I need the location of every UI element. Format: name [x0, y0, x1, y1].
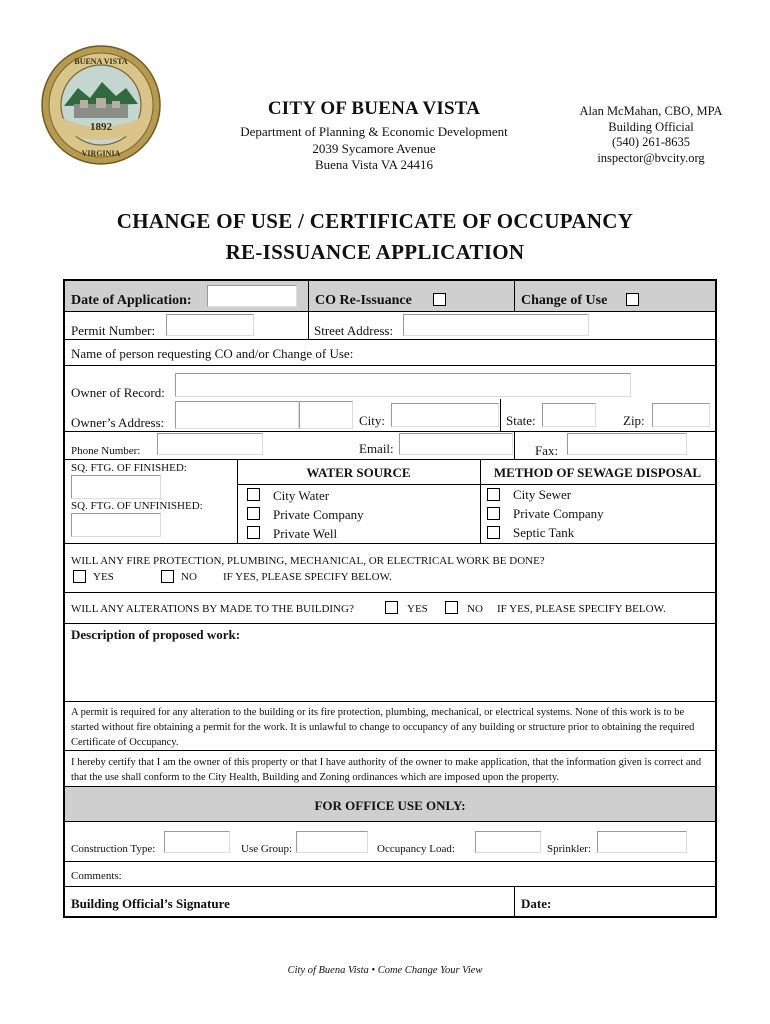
water-private-company-label: Private Company [273, 507, 364, 522]
construction-type-field[interactable] [164, 831, 230, 853]
date-of-application-field[interactable] [207, 285, 297, 307]
sewer-septic-label: Septic Tank [513, 525, 575, 540]
water-source-heading: WATER SOURCE [306, 465, 411, 480]
official-title: Building Official [608, 119, 694, 134]
description-field[interactable] [69, 645, 711, 697]
official-email: inspector@bvcity.org [597, 150, 705, 165]
owners-address-label: Owner’s Address: [71, 415, 165, 430]
signature-date-label: Date: [521, 896, 552, 911]
change-of-use-label: Change of Use [521, 293, 608, 308]
application-form [63, 279, 717, 918]
alterations-yes-checkbox[interactable] [385, 601, 398, 614]
change-of-use-checkbox[interactable] [626, 293, 639, 306]
signature-label: Building Official’s Signature [71, 896, 230, 911]
sewer-septic-checkbox[interactable] [487, 526, 500, 539]
occupancy-load-field[interactable] [475, 831, 541, 853]
water-city-label: City Water [273, 488, 330, 503]
svg-text:VIRGINIA: VIRGINIA [81, 149, 121, 158]
email-field[interactable] [399, 433, 513, 455]
city-label: City: [359, 413, 386, 428]
alterations-no-checkbox[interactable] [445, 601, 458, 614]
owner-of-record-field[interactable] [175, 373, 631, 397]
water-city-checkbox[interactable] [247, 488, 260, 501]
occupancy-load-label: Occupancy Load: [377, 843, 455, 855]
comments-label: Comments: [71, 870, 122, 882]
fire-yes-label: YES [93, 571, 114, 583]
permit-number-field[interactable] [166, 314, 254, 336]
sqftg-finished-field[interactable] [71, 475, 161, 499]
sewer-private-company-label: Private Company [513, 506, 604, 521]
form-title-line1: CHANGE OF USE / CERTIFICATE OF OCCUPANCY [116, 209, 634, 233]
footer-tagline: City of Buena Vista • Come Change Your View [287, 965, 483, 976]
state-field[interactable] [542, 403, 596, 427]
street-address-label: Street Address: [314, 323, 394, 338]
zip-field[interactable] [652, 403, 710, 427]
owners-address-field-2[interactable] [299, 401, 353, 429]
sewage-heading: METHOD OF SEWAGE DISPOSAL [493, 465, 702, 480]
department-city-state-zip: Buena Vista VA 24416 [314, 157, 434, 172]
water-private-well-label: Private Well [273, 526, 338, 541]
co-reissuance-checkbox[interactable] [433, 293, 446, 306]
alterations-question: WILL ANY ALTERATIONS BY MADE TO THE BUILDING? [71, 603, 354, 615]
city-name: CITY OF BUENA VISTA [267, 98, 481, 119]
fax-field[interactable] [567, 433, 687, 455]
city-seal [40, 44, 162, 166]
co-reissuance-label: CO Re-Issuance [315, 293, 412, 308]
sewer-private-company-checkbox[interactable] [487, 507, 500, 520]
fire-no-label: NO [181, 571, 197, 583]
phone-number-label: Phone Number: [71, 445, 141, 457]
alterations-no-label: NO [467, 603, 483, 615]
sewer-city-label: City Sewer [513, 487, 572, 502]
sprinkler-label: Sprinkler: [547, 843, 591, 855]
sqftg-finished-label: SQ. FTG. OF FINISHED: [71, 462, 187, 474]
alterations-yes-label: YES [407, 603, 428, 615]
name-requesting-label: Name of person requesting CO and/or Change of Use: [71, 346, 354, 361]
official-name: Alan McMahan, CBO, MPA [579, 104, 723, 118]
letterhead [170, 98, 578, 174]
form-title [0, 206, 750, 268]
svg-text:1892: 1892 [90, 121, 112, 133]
official-contact [566, 104, 736, 166]
sprinkler-field[interactable] [597, 831, 687, 853]
water-private-company-checkbox[interactable] [247, 507, 260, 520]
svg-text:BUENA VISTA: BUENA VISTA [74, 57, 128, 66]
owner-of-record-label: Owner of Record: [71, 385, 165, 400]
city-field[interactable] [391, 403, 499, 427]
description-label: Description of proposed work: [71, 627, 241, 642]
phone-number-field[interactable] [157, 433, 263, 455]
sqftg-unfinished-label: SQ. FTG. OF UNFINISHED: [71, 500, 203, 512]
department-street: 2039 Sycamore Avenue [312, 140, 436, 156]
department-name: Department of Planning & Economic Development [240, 124, 508, 139]
fire-question: WILL ANY FIRE PROTECTION, PLUMBING, MECHANICAL, OR ELECTRICAL WORK BE DONE? [71, 555, 545, 567]
alterations-if-yes-note: IF YES, PLEASE SPECIFY BELOW. [497, 603, 666, 615]
office-use-heading: FOR OFFICE USE ONLY: [314, 798, 466, 813]
fire-no-checkbox[interactable] [161, 570, 174, 583]
street-address-field[interactable] [403, 314, 589, 336]
fire-if-yes-note: IF YES, PLEASE SPECIFY BELOW. [223, 571, 392, 583]
water-private-well-checkbox[interactable] [247, 526, 260, 539]
construction-type-label: Construction Type: [71, 843, 156, 855]
fire-yes-checkbox[interactable] [73, 570, 86, 583]
official-phone: (540) 261-8635 [611, 135, 691, 149]
permit-number-label: Permit Number: [71, 323, 156, 338]
form-title-line2: RE-ISSUANCE APPLICATION [225, 240, 525, 264]
zip-label: Zip: [623, 413, 645, 428]
fax-label: Fax: [535, 443, 559, 458]
use-group-field[interactable] [296, 831, 368, 853]
date-of-application-label: Date of Application: [71, 293, 192, 308]
use-group-label: Use Group: [241, 843, 293, 855]
owners-address-field[interactable] [175, 401, 299, 429]
email-label: Email: [359, 441, 394, 456]
certification-statement: I hereby certify that I am the owner of this property or that I have authority of the owner to make application, that the information given is correct and that the use shall conform to the City Health, Building and Zoning ordinances which are imposed upon the property. [71, 757, 702, 783]
sqftg-unfinished-field[interactable] [71, 513, 161, 537]
sewer-city-checkbox[interactable] [487, 488, 500, 501]
state-label: State: [506, 413, 536, 428]
permit-notice: A permit is required for any alteration to the building or its fire protection, plumbing, mechanical, or electrical systems. None of this work is to be started without fire obtaining a permit for the work. It is unlawful to change to occupancy of any building or structure prior to obtaining the required Certificate of Occupancy. [71, 707, 695, 748]
